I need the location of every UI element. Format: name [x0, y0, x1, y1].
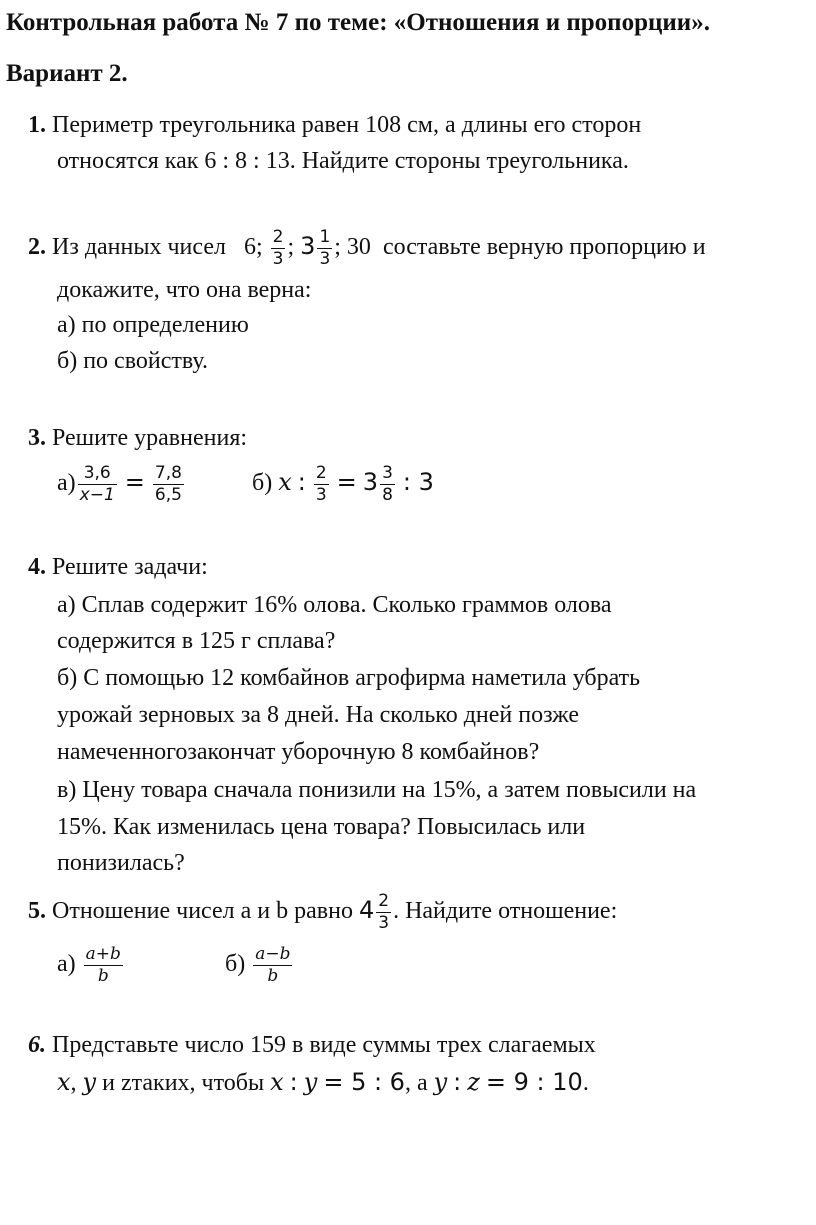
expression-b — [225, 940, 294, 988]
subtask-label: а) — [57, 951, 76, 977]
task-text: Из данных чисел — [52, 234, 226, 260]
task-text: Представьте число 159 в виде суммы трех слагаемых — [52, 1032, 596, 1058]
task-text-line — [57, 1067, 589, 1098]
colon: : — [453, 1068, 462, 1096]
mixed-number-whole: 3 — [362, 468, 379, 496]
mixed-number-whole: 3 — [300, 232, 316, 260]
separator: , — [70, 1070, 77, 1096]
task-number: 6. — [28, 1032, 46, 1058]
task-text: в) Цену товара сначала понизили на 15%, а затем повысили на — [57, 777, 697, 803]
variable: x — [270, 1068, 284, 1096]
variable: y — [303, 1068, 318, 1096]
subtask-a: а) по определению — [57, 312, 249, 338]
task-text: . Найдите отношение: — [393, 898, 618, 924]
task-text: Отношение чисел a и b равно — [52, 898, 353, 924]
variant-label: Вариант 2. — [6, 60, 128, 87]
subtask-b: б) по свойству. — [57, 348, 208, 374]
task-text: понизилась? — [57, 850, 185, 876]
fraction: $\frac{1}{3}$ — [319, 226, 331, 269]
ratio-value: = 5 : 6 — [323, 1068, 405, 1096]
task-text: 15%. Как изменилась цена товара? Повысилась или — [57, 814, 586, 840]
variable: y — [82, 1068, 97, 1096]
task-text: а) Сплав содержит 16% олова. Сколько граммов олова — [57, 592, 612, 618]
fraction: $\frac{a-b}{b}$ — [255, 943, 291, 986]
fraction: $\frac{3}{8}$ — [382, 462, 393, 505]
task-number: 4. — [28, 554, 46, 580]
task-text: Решите задачи: — [52, 554, 208, 580]
ratio-value: = 9 : 10 — [485, 1068, 583, 1096]
task-text: Периметр треугольника равен 108 см, а длины его сторон — [52, 112, 642, 138]
task-text: урожай зерновых за 8 дней. На сколько дней позже — [57, 702, 580, 728]
separator: ; — [287, 234, 295, 260]
colon: : — [289, 1068, 298, 1096]
task-text: относятся как 6 : 8 : 13. Найдите стороны треугольника. — [57, 148, 629, 174]
mixed-number-whole: 4 — [358, 896, 375, 924]
equation-a — [57, 458, 186, 507]
equals-sign: = — [336, 468, 357, 496]
equation-b — [252, 458, 434, 507]
fraction: $\frac{2}{3}$ — [315, 462, 327, 505]
task-text: , а — [404, 1070, 428, 1096]
task-number: 2. — [28, 234, 46, 260]
task-text: Решите уравнения: — [52, 425, 248, 451]
document-title: Контрольная работа № 7 по теме: «Отношения и пропорции». — [6, 9, 710, 36]
expression-a — [57, 940, 125, 988]
task-number: 5. — [28, 898, 46, 924]
task-number: 3. — [28, 425, 46, 451]
fraction: $\frac{2}{3}$ — [378, 890, 390, 933]
subtask-label: а) — [57, 470, 76, 496]
fraction: $\frac{2}{3}$ — [272, 226, 284, 269]
task-text: и zтаких, чтобы — [102, 1070, 265, 1096]
period: . — [582, 1070, 589, 1096]
fraction: $\frac{7,8}{6,5}$ — [154, 462, 182, 505]
number: 6; — [243, 234, 263, 260]
task-text: намеченногозакончат уборочную 8 комбайнов? — [57, 739, 540, 765]
colon: : — [297, 468, 306, 496]
task-text: б) С помощью 12 комбайнов агрофирма наметила убрать — [57, 665, 641, 691]
variable: x — [57, 1068, 71, 1096]
task-text: докажите, что она верна: — [57, 277, 312, 303]
subtask-label: б) — [252, 470, 273, 496]
task-text: составьте верную пропорцию и — [382, 234, 706, 260]
variable: y — [433, 1068, 448, 1096]
variable: z — [467, 1068, 480, 1096]
number: ; 30 — [334, 234, 371, 260]
number: : 3 — [402, 468, 434, 496]
variable: x — [278, 468, 292, 496]
fraction: $\frac{a+b}{b}$ — [85, 943, 121, 986]
task-text: содержится в 125 г сплава? — [57, 628, 336, 654]
subtask-label: б) — [225, 951, 246, 977]
equals-sign: = — [124, 468, 145, 496]
task-number: 1. — [28, 112, 46, 138]
fraction: $\frac{3,6}{x-1}$ — [79, 462, 115, 505]
